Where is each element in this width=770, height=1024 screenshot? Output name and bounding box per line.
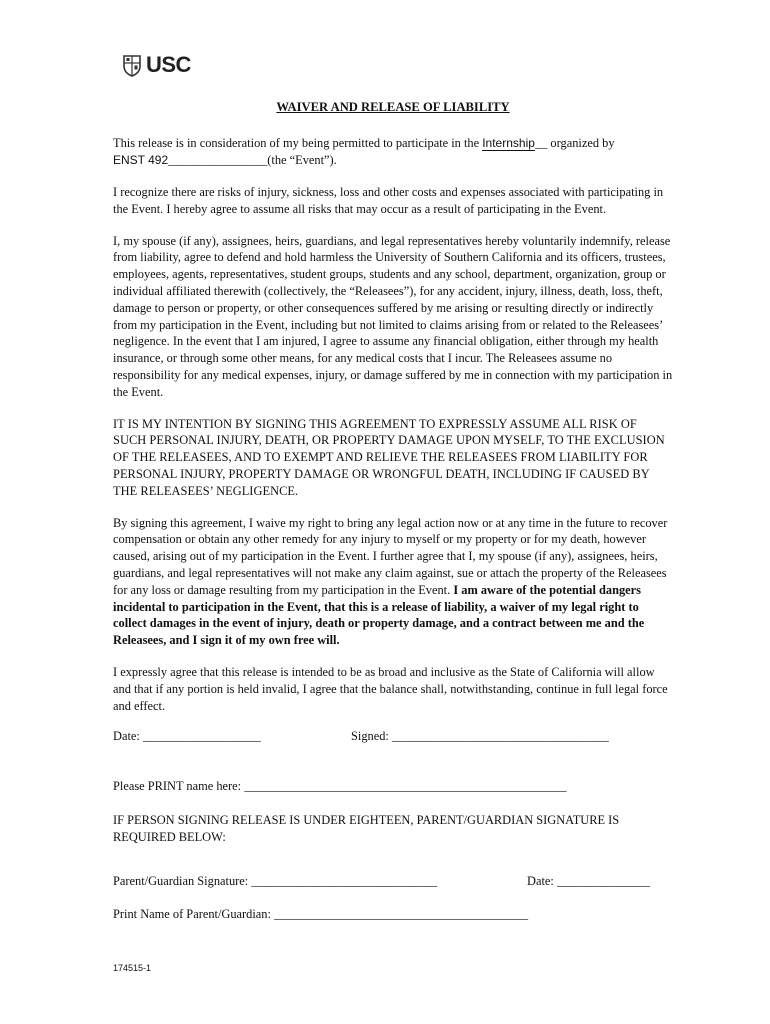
usc-logo bbox=[122, 52, 191, 78]
waive-bold-text: I am aware of the potential dangers incidental to participation in the Event, that this is a release of liability, a waiver of my legal right to collect damages in the event of injury, death or property damage, and a contract between me and the Releasees, and I sign it of my own free will. bbox=[113, 582, 645, 648]
parent-sig-label: Parent/Guardian Signature: ______________________________ bbox=[113, 873, 438, 888]
org-trailing-line: ________________ bbox=[168, 153, 268, 167]
waiver-content bbox=[113, 100, 673, 924]
parent-print-line[interactable]: _________________________________________ bbox=[274, 906, 529, 921]
risks-paragraph: I recognize there are risks of injury, sickness, loss and other costs and expenses associated with participating in the Event. I hereby agree to assume all risks that may occur as a result of participating in the Event. bbox=[113, 185, 664, 216]
print-name-row bbox=[113, 779, 673, 796]
intro-paragraph bbox=[113, 135, 673, 169]
date-label: Date: ___________________ bbox=[113, 729, 261, 744]
event-value: Internship bbox=[482, 136, 535, 150]
print-name-label: Please PRINT name here: ____________________________________________________ bbox=[113, 779, 567, 794]
date-line[interactable]: ___________________ bbox=[142, 729, 261, 744]
intro-text-3: (the “Event”). bbox=[267, 153, 337, 167]
waive-text: By signing this agreement, I waive my right to bring any legal action now or at any time in the future to recover compensation or obtain any other remedy for any injury to myself or my property or for my death, however caused, arising out of my participation in the Event. I further agree that I, my spouse (if any), assignees, heirs, guardians, and legal representatives will not make any claim against, sue or attach the property of the Releasees for any loss or damage resulting from my participation in the Event. bbox=[113, 515, 668, 597]
org-value: ENST 492 bbox=[113, 153, 169, 167]
event-trailing-line: __ bbox=[534, 136, 548, 150]
broad-paragraph: I expressly agree that this release is intended to be as broad and inclusive as the State of California will allow and that if any portion is held invalid, I agree that the balance shall, notwithstanding, continue in full legal force and effect. bbox=[113, 664, 668, 713]
parent-signature-row bbox=[113, 874, 673, 891]
parent-print-label: Print Name of Parent/Guardian: _________________________________________ bbox=[113, 906, 529, 921]
logo-text: USC bbox=[146, 52, 191, 77]
print-name-line[interactable]: ____________________________________________________ bbox=[244, 779, 567, 794]
signed-label: Signed: ___________________________________ bbox=[351, 729, 609, 744]
date-signed-row bbox=[113, 729, 673, 746]
parent-sig-line[interactable]: ______________________________ bbox=[251, 873, 438, 888]
parent-print-row bbox=[113, 907, 673, 924]
form-code: 174515-1 bbox=[113, 963, 152, 973]
parent-date-label: Date: _______________ bbox=[527, 873, 650, 888]
intro-text-1: This release is in consideration of my being permitted to participate in the bbox=[113, 136, 480, 150]
waive-paragraph bbox=[113, 515, 673, 649]
minor-notice: IF PERSON SIGNING RELEASE IS UNDER EIGHTEEN, PARENT/GUARDIAN SIGNATURE IS REQUIRED BELOW: bbox=[113, 813, 620, 845]
org-field[interactable] bbox=[113, 153, 168, 167]
intention-paragraph: IT IS MY INTENTION BY SIGNING THIS AGREEMENT TO EXPRESSLY ASSUME ALL RISK OF SUCH PERSONAL INJURY, DEATH, OR PROPERTY DAMAGE UPON MYSELF, TO THE EXCLUSION OF THE RELEASEES, AND TO EXEMPT AND RELIEVE THE RELEASEES FROM LIABILITY FOR PERSONAL INJURY, PROPERTY DAMAGE OR WRONGFUL DEATH, INCLUDING IF CAUSED BY THE RELEASEES’ NEGLIGENCE. bbox=[113, 416, 665, 498]
usc-seal-icon bbox=[122, 53, 142, 77]
indemnify-paragraph: I, my spouse (if any), assignees, heirs, guardians, and legal representatives hereby voluntarily indemnify, release from liability, agree to defend and hold harmless the University of Southern California and its officers, trustees, employees, agents, representatives, student groups, students and any school, department, organization, group or individual affiliated therewith (collectively, the “Releasees”), for any accident, injury, illness, death, loss, theft, damage to person or property, or other consequences suffered by me arising or resulting directly or indirectly from my participation in the Event, including but not limited to claims arising from or related to the Releasees’ negligence. In the event that I am injured, I agree to assume any financial obligation, either through my health insurance, or through some other means, for any medical costs that I incur. The Releasees assume no responsibility for any medical expenses, injury, or damage suffered by me in connection with my participation in the Event. bbox=[113, 233, 673, 399]
document-title: WAIVER AND RELEASE OF LIABILITY bbox=[276, 100, 510, 114]
event-field[interactable] bbox=[482, 136, 535, 151]
intro-text-2: organized by bbox=[547, 136, 615, 150]
parent-date-line[interactable]: _______________ bbox=[556, 873, 650, 888]
signed-line[interactable]: ___________________________________ bbox=[391, 729, 609, 744]
